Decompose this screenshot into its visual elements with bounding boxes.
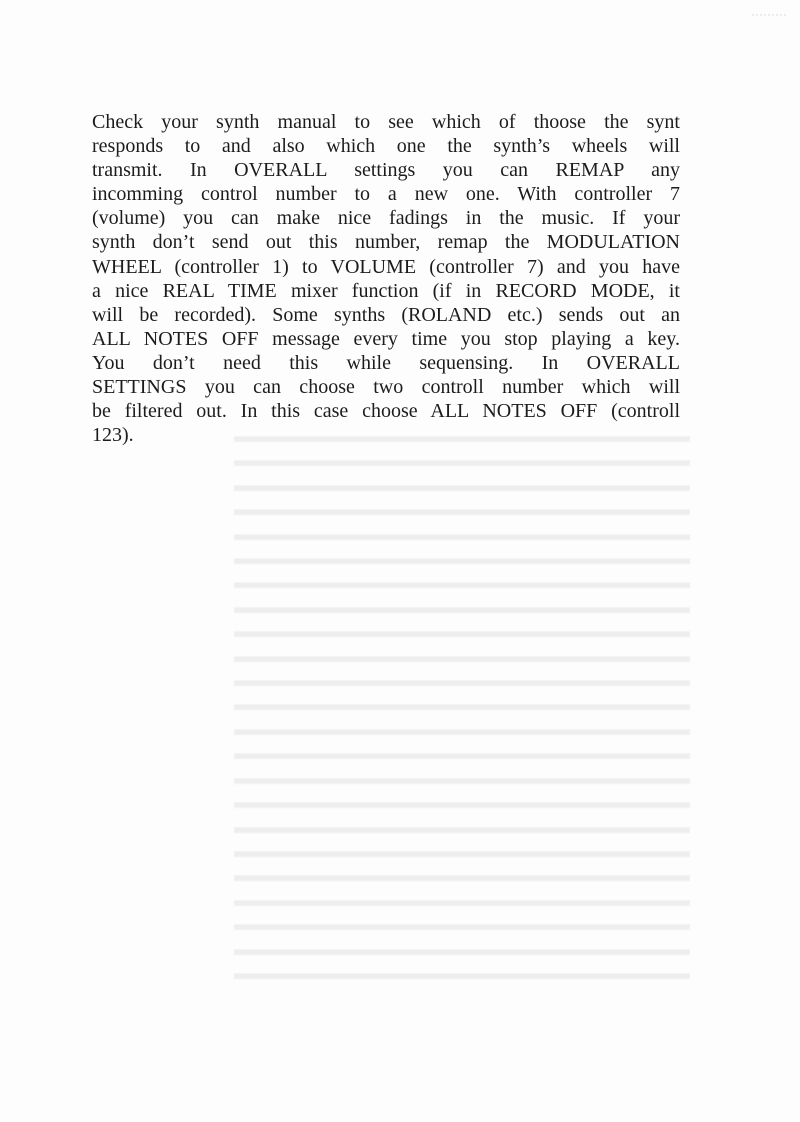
body-paragraph [92, 110, 680, 447]
paragraph-line: responds to and also which one the synth’s wheels will [92, 135, 680, 158]
paragraph-line: You don’t need this while sequensing. In OVERALL [92, 351, 680, 374]
paragraph-line: SETTINGS you can choose two controll number which will [92, 376, 680, 399]
paragraph-line: transmit. In OVERALL settings you can REMAP any [92, 159, 680, 182]
paragraph-line: Check your synth manual to see which of thoose the synt [92, 111, 680, 133]
paragraph-line: a nice REAL TIME mixer function (if in RECORD MODE, it [92, 279, 680, 302]
paragraph-line: will be recorded). Some synths (ROLAND etc.) sends out an [92, 303, 680, 326]
paragraph-line: WHEEL (controller 1) to VOLUME (controller 7) and you have [92, 255, 680, 278]
paragraph-line: be filtered out. In this case choose ALL NOTES OFF (controll [92, 400, 680, 423]
paragraph-line: 123). [92, 424, 134, 447]
paragraph-line: (volume) you can make nice fadings in the music. If your [92, 207, 680, 230]
show-through-bleed: ▬▬▬▬▬▬▬▬▬▬▬▬▬▬▬▬▬▬▬▬▬▬▬▬ ▬▬▬▬▬▬▬▬▬▬▬▬▬▬▬▬▬▬▬▬▬▬▬▬ ▬▬▬▬▬▬▬▬▬▬▬▬▬▬▬▬▬▬▬▬▬▬▬▬ ▬▬▬▬▬▬▬▬▬▬▬▬▬▬▬▬▬▬▬▬▬▬▬▬ ▬▬▬▬▬▬▬▬▬▬▬▬▬▬▬▬▬▬▬▬▬▬▬▬ ▬▬▬▬▬▬▬▬▬▬▬▬▬▬▬▬▬▬▬▬▬▬▬▬ ▬▬▬▬▬▬▬▬▬▬▬▬▬▬▬▬▬▬▬▬▬▬▬▬ ▬▬▬▬▬▬▬▬▬▬▬▬▬▬▬▬▬▬▬▬▬▬▬▬ ▬▬▬▬▬▬▬▬▬▬▬▬▬▬▬▬▬▬▬▬▬▬▬▬ ▬▬▬▬▬▬▬▬▬▬▬▬▬▬▬▬▬▬▬▬▬▬▬▬ ▬▬▬▬▬▬▬▬▬▬▬▬▬▬▬▬▬▬▬▬▬▬▬▬ ▬▬▬▬▬▬▬▬▬▬▬▬▬▬▬▬▬▬▬▬▬▬▬▬ ▬▬▬▬▬▬▬▬▬▬▬▬▬▬▬▬▬▬▬▬▬▬▬▬ ▬▬▬▬▬▬▬▬▬▬▬▬▬▬▬▬▬▬▬▬▬▬▬▬ ▬▬▬▬▬▬▬▬▬▬▬▬▬▬▬▬▬▬▬▬▬▬▬▬ ▬▬▬▬▬▬▬▬▬▬▬▬▬▬▬▬▬▬▬▬▬▬▬▬ ▬▬▬▬▬▬▬▬▬▬▬▬▬▬▬▬▬▬▬▬▬▬▬▬ ▬▬▬▬▬▬▬▬▬▬▬▬▬▬▬▬▬▬▬▬▬▬▬▬ ▬▬▬▬▬▬▬▬▬▬▬▬▬▬▬▬▬▬▬▬▬▬▬▬ ▬▬▬▬▬▬▬▬▬▬▬▬▬▬▬▬▬▬▬▬▬▬▬▬ ▬▬▬▬▬▬▬▬▬▬▬▬▬▬▬▬▬▬▬▬▬▬▬▬ ▬▬▬▬▬▬▬▬▬▬▬▬▬▬▬▬▬▬▬▬▬▬▬▬ ▬▬▬▬▬▬▬▬▬▬▬▬▬▬▬▬▬▬▬▬▬▬▬▬ [234, 426, 690, 984]
paragraph-line: ALL NOTES OFF message every time you stop playing a key. [92, 327, 680, 350]
paragraph-line: synth don’t send out this number, remap the MODULATION [92, 231, 680, 254]
paragraph-line: incomming control number to a new one. With controller 7 [92, 183, 680, 206]
scan-artifact [752, 4, 786, 16]
